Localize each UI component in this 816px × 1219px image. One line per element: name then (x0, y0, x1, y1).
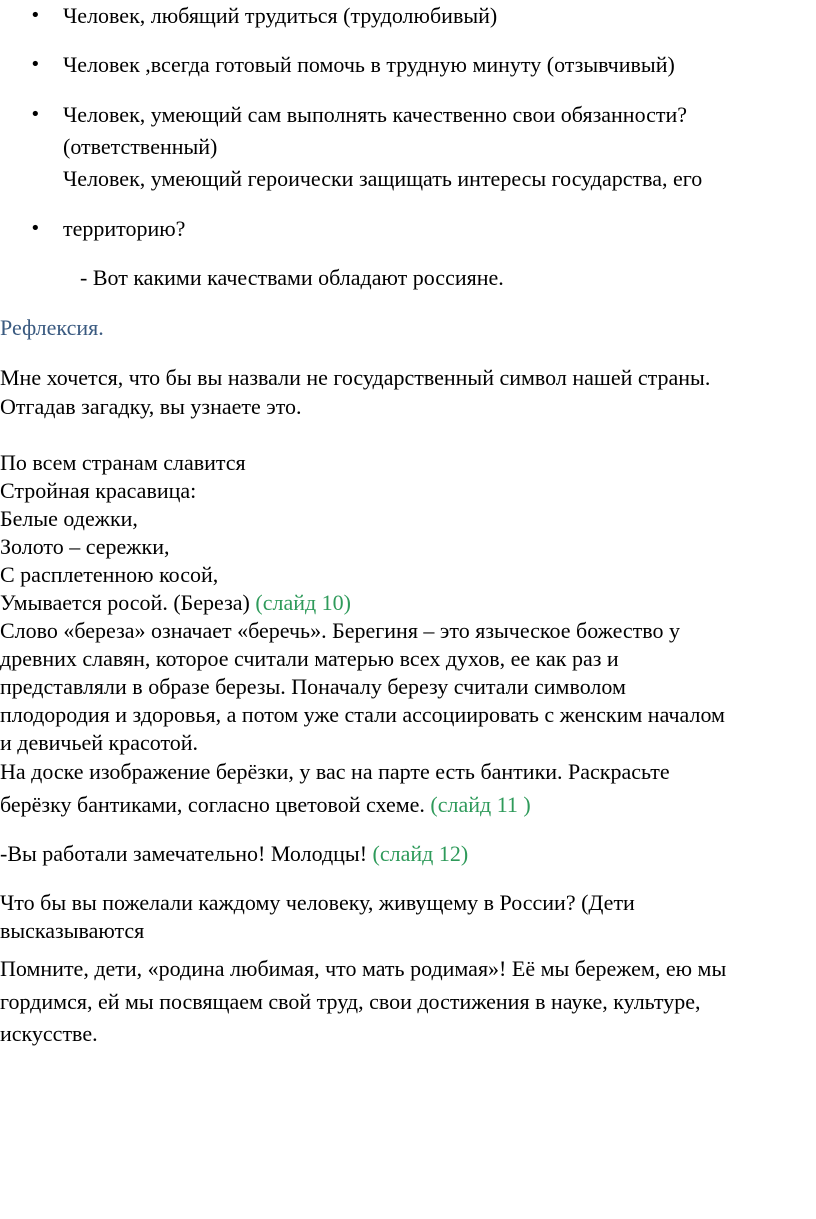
bullet-item-continuation: Человек, умеющий героически защищать интересы государства, его (63, 166, 703, 191)
question-line: высказываются (0, 918, 145, 943)
bullet-item: Человек, любящий трудиться (трудолюбивый) (63, 3, 498, 28)
riddle-answer: Умывается росой. (Береза) (0, 590, 256, 615)
paragraph-line: Слово «береза» означает «беречь». Берегиня – это языческое божество у (0, 618, 681, 643)
riddle-answer-line (0, 589, 351, 617)
paragraph-line: и девичьей красотой. (0, 730, 199, 755)
praise-line (0, 840, 468, 868)
conclusion-text: - Вот какими качествами обладают россияне. (80, 265, 504, 290)
final-line: искусстве. (0, 1021, 98, 1046)
slide-ref: (слайд 11 ) (430, 792, 531, 817)
task-text: берёзку бантиками, согласно цветовой схеме. (0, 792, 431, 817)
intro-line: Мне хочется, что бы вы назвали не государственный символ нашей страны. (0, 365, 711, 390)
reflection-heading: Рефлексия. (0, 315, 104, 340)
paragraph-line: представляли в образе березы. Поначалу березу считали символом (0, 674, 626, 699)
slide-ref: (слайд 12) (372, 841, 469, 866)
paragraph-line: древних славян, которое считали матерью всех духов, ее как раз и (0, 646, 619, 671)
bullet-marker: • (30, 5, 41, 26)
bullet-item: Человек ,всегда готовый помочь в трудную минуту (отзывчивый) (63, 52, 675, 77)
riddle-line: Стройная красавица: (0, 478, 197, 503)
praise-text: -Вы работали замечательно! Молодцы! (0, 841, 373, 866)
slide-ref: (слайд 10) (255, 590, 352, 615)
bullet-item: Человек, умеющий сам выполнять качественно свои обязанности? (63, 102, 688, 127)
intro-line: Отгадав загадку, вы узнаете это. (0, 394, 302, 419)
paragraph-line: плодородия и здоровья, а потом уже стали ассоциировать с женским началом (0, 702, 725, 727)
riddle-line: С расплетенною косой, (0, 562, 219, 587)
riddle-line: Белые одежки, (0, 506, 138, 531)
question-line: Что бы вы пожелали каждому человеку, живущему в России? (Дети (0, 890, 635, 915)
final-line: Помните, дети, «родина любимая, что мать родимая»! Её мы бережем, ею мы (0, 956, 727, 981)
bullet-marker: • (30, 218, 41, 239)
task-line: На доске изображение берёзки, у вас на парте есть бантики. Раскрасьте (0, 759, 670, 784)
final-line: гордимся, ей мы посвящаем свой труд, свои достижения в науке, культуре, (0, 989, 701, 1014)
bullet-item: территорию? (63, 216, 186, 241)
bullet-marker: • (30, 54, 41, 75)
bullet-marker: • (30, 104, 41, 125)
riddle-line: Золото – сережки, (0, 534, 170, 559)
bullet-item-continuation: (ответственный) (63, 134, 218, 159)
task-line (0, 791, 531, 819)
riddle-line: По всем странам славится (0, 450, 246, 475)
